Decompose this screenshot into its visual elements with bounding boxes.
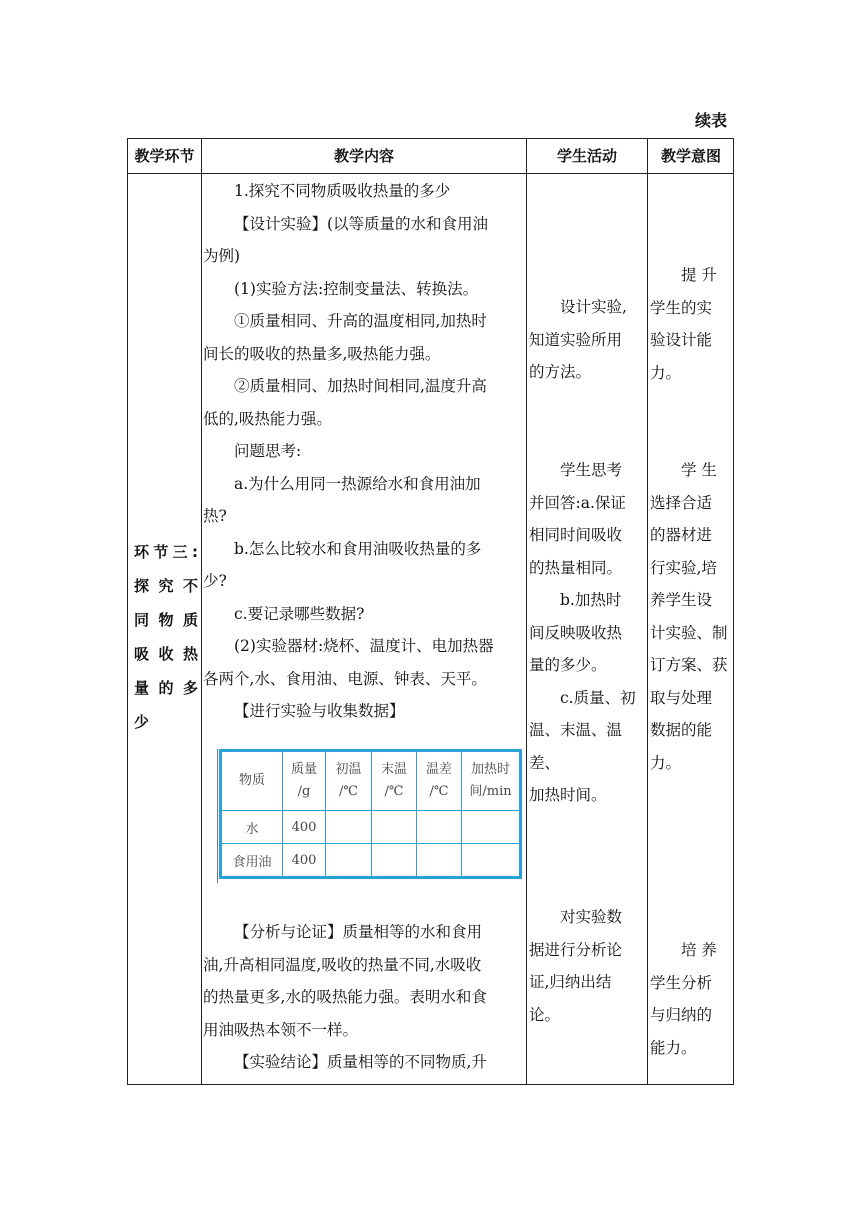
- intent-line: 取与处理: [650, 688, 713, 707]
- activity-line: 的热量相同。: [529, 558, 623, 577]
- activity-design: [529, 291, 645, 389]
- activity-line: 的方法。: [529, 363, 592, 381]
- table-row: [221, 844, 521, 878]
- stage-line: 同物质: [134, 611, 198, 629]
- activity-answer: [529, 454, 645, 812]
- content-line: 为例): [203, 247, 241, 265]
- divider: [647, 139, 648, 1084]
- content-line: 各两个,水、食用油、电源、钟表、天平。: [203, 669, 487, 688]
- intent-line: 计实验、制: [650, 623, 728, 642]
- intent-line: 提 升: [681, 266, 717, 284]
- content-line: 油,升高相同温度,吸收的热量不同,水吸收: [203, 955, 482, 974]
- content-line: 【实验结论】质量相等的不同物质,升: [234, 1053, 487, 1071]
- intent-design: [650, 259, 730, 389]
- activity-line: 间反映吸收热: [529, 623, 623, 642]
- table-cell: 400: [283, 844, 326, 878]
- activity-line: 证,归纳出结: [529, 973, 612, 991]
- content-title: 1.探究不同物质吸收热量的多少: [234, 182, 451, 200]
- table-header: 加热时 间/min: [462, 751, 521, 811]
- data-table-figure: [219, 749, 524, 883]
- table-cell: [462, 811, 521, 844]
- divider: [217, 749, 218, 883]
- content-line: (1)实验方法:控制变量法、转换法。: [234, 279, 479, 298]
- stage-label: [134, 535, 198, 739]
- content-line: (2)实验器材:烧杯、温度计、电加热器: [234, 637, 494, 655]
- content-line: ②质量相同、加热时间相同,温度升高: [234, 377, 487, 395]
- intent-line: 数据的能: [650, 721, 713, 739]
- intent-equipment: [650, 454, 730, 779]
- intent-analysis: [650, 934, 730, 1064]
- intent-line: 培 养: [681, 941, 717, 959]
- table-header: 末温 /℃: [372, 751, 417, 811]
- intent-line: 的器材进: [650, 526, 713, 544]
- content-line: 低的,吸热能力强。: [203, 409, 332, 428]
- intent-line: 力。: [650, 363, 682, 382]
- intent-line: 选择合适: [650, 493, 713, 512]
- content-line: a.为什么用同一热源给水和食用油加: [234, 474, 481, 493]
- intent-line: 与归纳的: [650, 1006, 713, 1024]
- teaching-content: [203, 175, 523, 728]
- table-header: 温差 /℃: [417, 751, 462, 811]
- activity-line: 相同时间吸收: [529, 526, 623, 544]
- activity-line: 论。: [529, 1005, 561, 1024]
- table-row: [221, 811, 521, 844]
- table-cell: 400: [283, 811, 326, 844]
- content-line: 少?: [203, 572, 227, 590]
- divider: [201, 139, 202, 1084]
- content-line: 的热量更多,水的吸热能力强。表明水和食: [203, 988, 487, 1006]
- intent-line: 学生的实: [650, 298, 713, 317]
- table-cell: [462, 844, 521, 878]
- table-cell: [326, 844, 372, 878]
- divider: [526, 139, 527, 1084]
- table-header: 质量 /g: [283, 751, 326, 811]
- activity-line: 温、末温、温差、: [529, 721, 623, 772]
- table-cell: 食用油: [221, 844, 283, 878]
- header-activity: 学生活动: [556, 147, 617, 165]
- content-line: 问题思考:: [234, 442, 302, 460]
- intent-line: 能力。: [650, 1038, 697, 1057]
- content-line: 间长的吸收的热量多,吸热能力强。: [203, 344, 441, 363]
- activity-line: 量的多少。: [529, 656, 607, 674]
- table-cell: [417, 844, 462, 878]
- activity-line: 加热时间。: [529, 786, 607, 804]
- content-line: b.怎么比较水和食用油吸收热量的多: [234, 539, 482, 558]
- table-cell: [372, 811, 417, 844]
- stage-line: 探究不: [134, 577, 198, 595]
- intent-line: 行实验,培: [650, 558, 717, 577]
- activity-line: b.加热时: [560, 591, 622, 609]
- intent-line: 学 生: [681, 461, 717, 479]
- activity-line: 设计实验,: [560, 298, 627, 316]
- lesson-table: [127, 138, 734, 1085]
- content-line: ①质量相同、升高的温度相同,加热时: [234, 312, 487, 330]
- stage-line: 量的多: [134, 679, 198, 697]
- header-content: 教学内容: [333, 147, 394, 165]
- activity-line: 知道实验所用: [529, 330, 623, 349]
- table-header: 初温 /℃: [326, 751, 372, 811]
- stage-line: 少: [134, 713, 150, 731]
- intent-line: 学生分析: [650, 973, 713, 992]
- intent-line: 订方案、获: [650, 656, 728, 674]
- teaching-content-analysis: [203, 916, 523, 1079]
- divider: [128, 173, 733, 174]
- content-line: 热?: [203, 507, 227, 525]
- table-cell: [417, 811, 462, 844]
- content-line: 【分析与论证】质量相等的水和食用: [234, 923, 483, 941]
- activity-analysis: [529, 901, 645, 1031]
- continued-label: 续表: [695, 111, 728, 130]
- activity-line: 学生思考: [560, 461, 623, 479]
- table-header: 物质: [221, 751, 283, 811]
- activity-line: c.质量、初: [560, 688, 636, 707]
- activity-line: 据进行分析论: [529, 940, 623, 959]
- intent-line: 力。: [650, 753, 682, 772]
- table-cell: [326, 811, 372, 844]
- data-table: [219, 749, 522, 879]
- intent-line: 养学生设: [650, 591, 713, 609]
- stage-line: 吸收热: [134, 645, 198, 663]
- header-intent: 教学意图: [660, 147, 721, 165]
- content-line: 【设计实验】(以等质量的水和食用油: [234, 214, 489, 233]
- content-line: 【进行实验与收集数据】: [234, 702, 405, 720]
- table-cell: 水: [221, 811, 283, 844]
- header-stage: 教学环节: [134, 147, 195, 165]
- intent-line: 验设计能: [650, 331, 713, 349]
- activity-line: 对实验数: [560, 908, 623, 926]
- stage-line: 环节三:: [134, 543, 198, 561]
- activity-line: 并回答:a.保证: [529, 493, 626, 512]
- content-line: c.要记录哪些数据?: [234, 604, 365, 623]
- table-cell: [372, 844, 417, 878]
- content-line: 用油吸热本领不一样。: [203, 1020, 359, 1039]
